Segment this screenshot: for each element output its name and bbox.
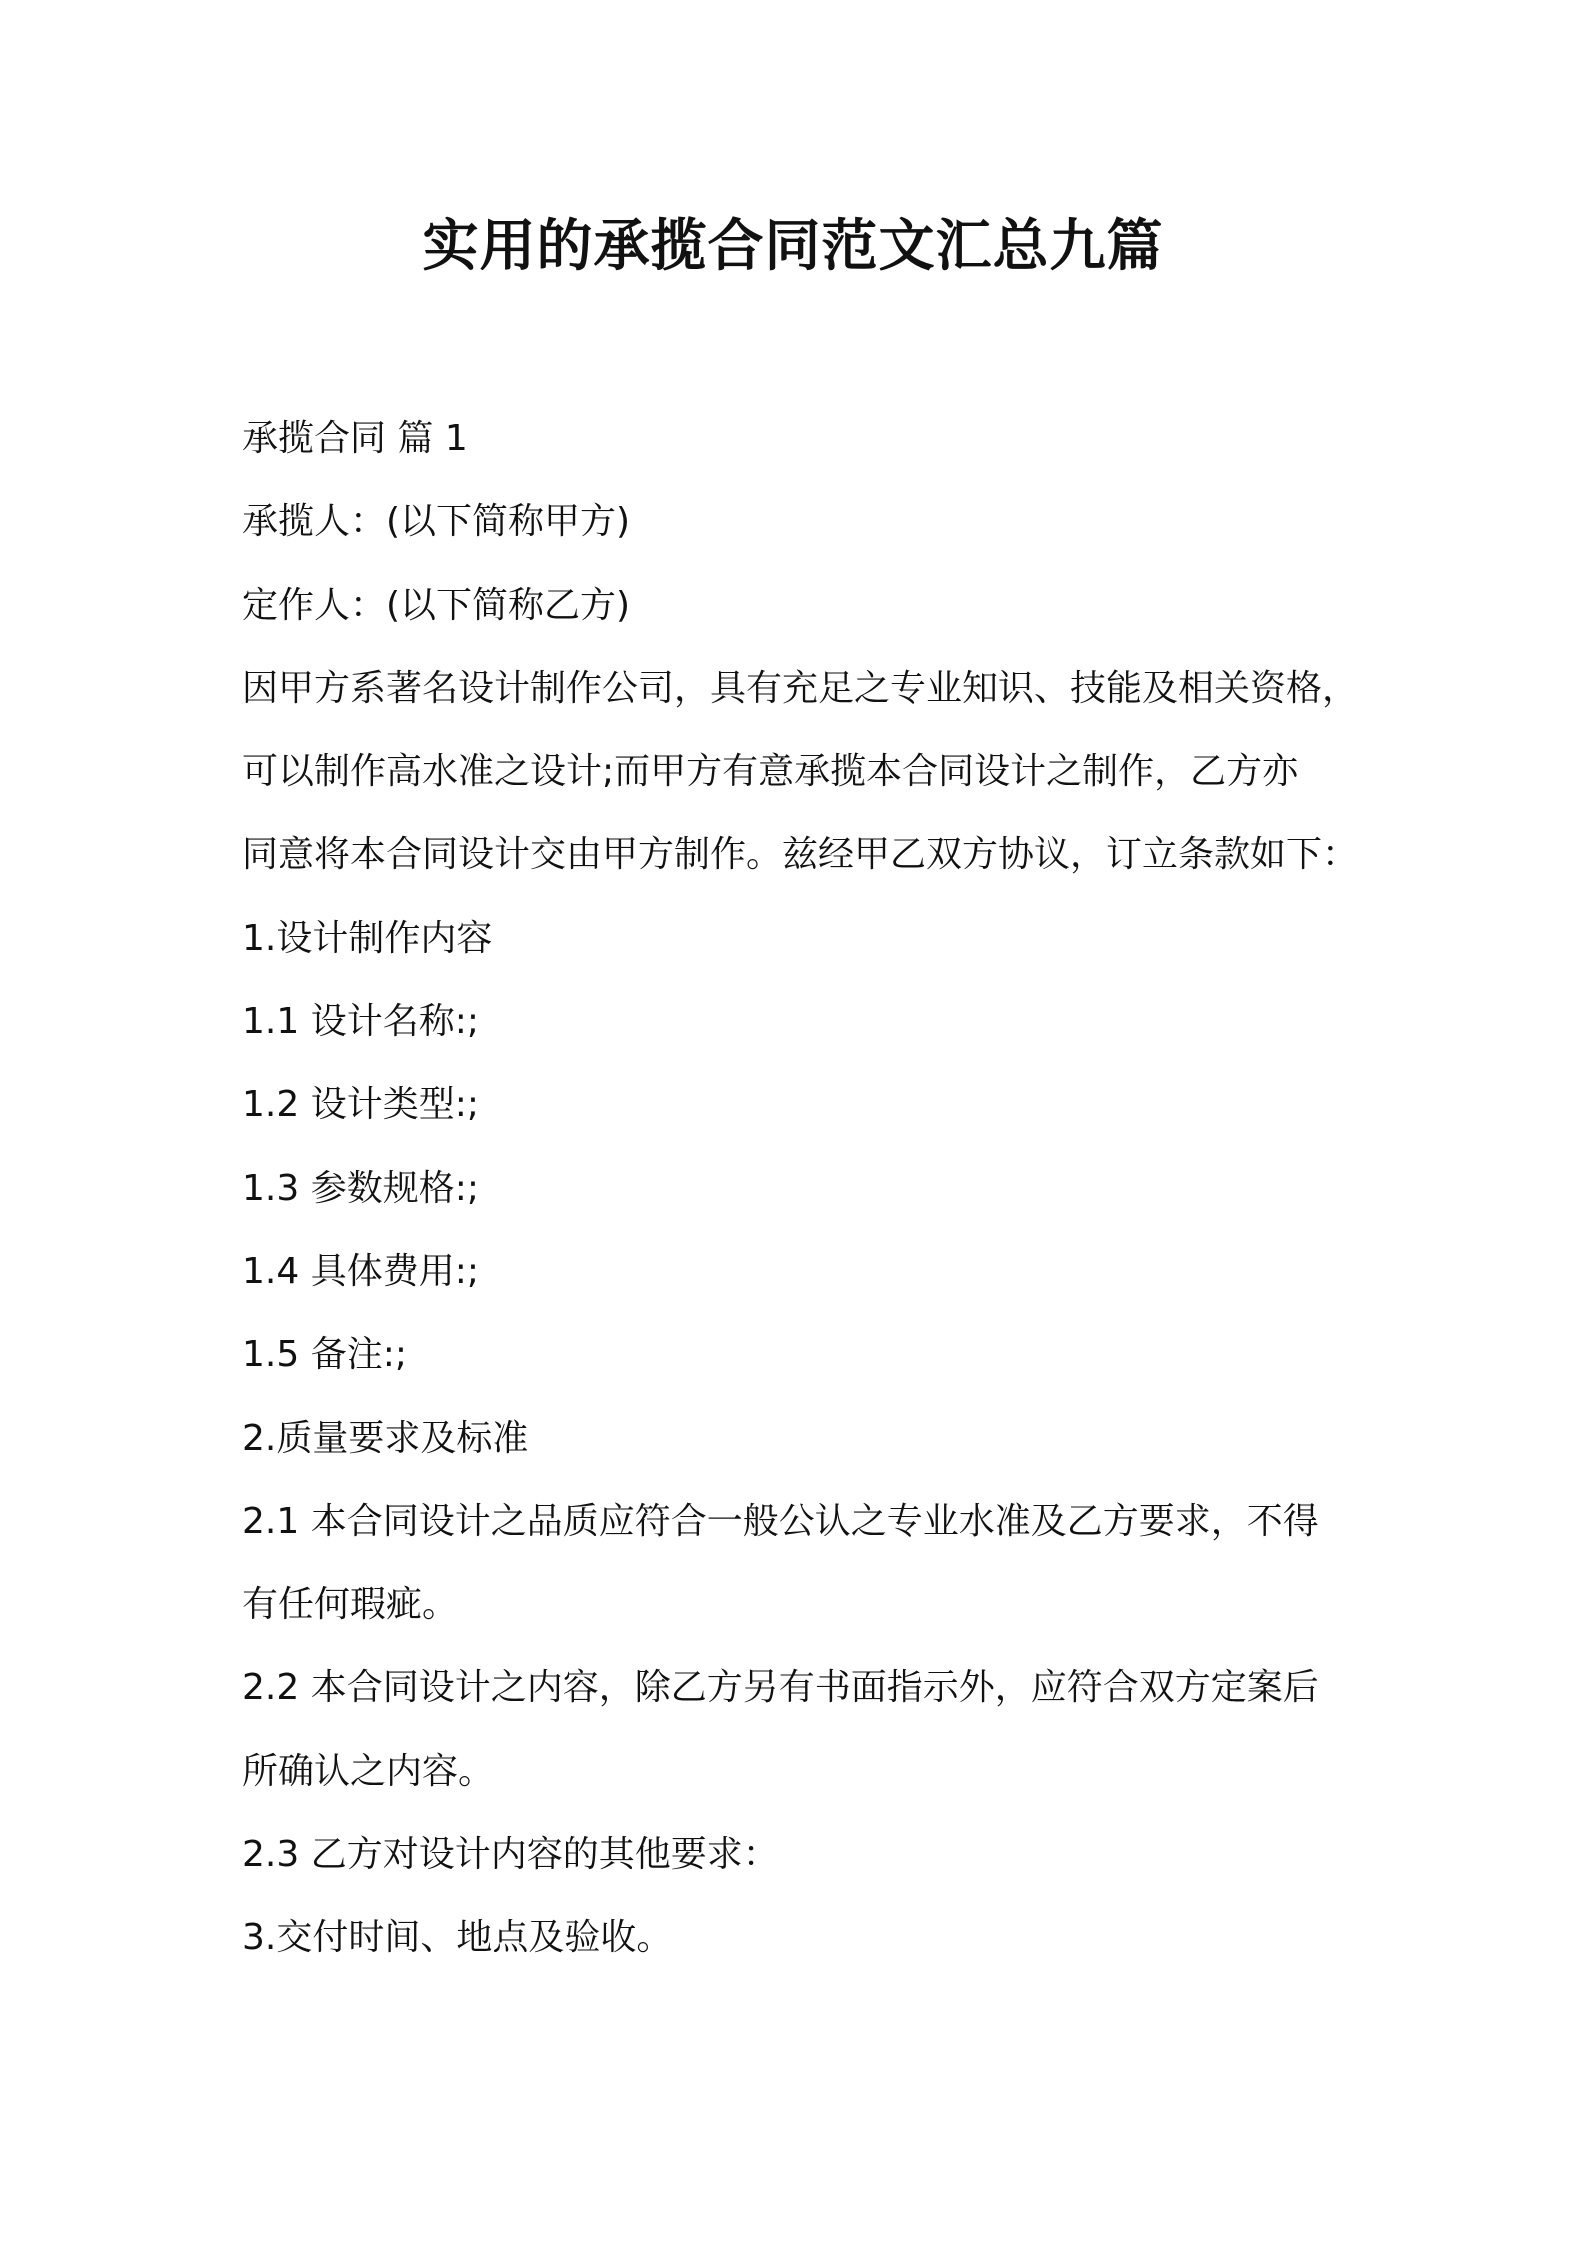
clause-item: 1.4 具体费用:; — [242, 1250, 479, 1292]
clause-item: 2.3 乙方对设计内容的其他要求： — [242, 1834, 779, 1876]
preamble-line: 同意将本合同设计交由甲方制作。兹经甲乙双方协议，订立条款如下： — [242, 834, 1359, 876]
clause-item-continuation: 所确认之内容。 — [242, 1750, 495, 1792]
section-heading: 承揽合同 篇 1 — [242, 418, 468, 459]
document-title: 实用的承揽合同范文汇总九篇 — [422, 214, 1164, 279]
party-client-line: 定作人：(以下简称乙方) — [242, 584, 631, 626]
party-contractor-line: 承揽人：(以下简称甲方) — [242, 501, 631, 543]
clause-item: 2.2 本合同设计之内容，除乙方另有书面指示外，应符合双方定案后 — [242, 1667, 1319, 1709]
document-body — [242, 397, 1362, 1980]
clause-item: 1.3 参数规格:; — [242, 1167, 479, 1209]
clause-item: 1.2 设计类型:; — [242, 1084, 479, 1126]
clause-item: 1.5 备注:; — [242, 1334, 407, 1376]
clause-heading: 3.交付时间、地点及验收。 — [242, 1917, 673, 1959]
clause-heading: 2.质量要求及标准 — [242, 1417, 529, 1459]
clause-item: 2.1 本合同设计之品质应符合一般公认之专业水准及乙方要求，不得 — [242, 1500, 1319, 1542]
preamble-line: 因甲方系著名设计制作公司，具有充足之专业知识、技能及相关资格， — [242, 667, 1359, 709]
preamble-line: 可以制作高水准之设计;而甲方有意承揽本合同设计之制作，乙方亦 — [242, 751, 1299, 793]
clause-heading: 1.设计制作内容 — [242, 917, 493, 959]
clause-item-continuation: 有任何瑕疵。 — [242, 1584, 459, 1626]
clause-item: 1.1 设计名称:; — [242, 1001, 479, 1043]
